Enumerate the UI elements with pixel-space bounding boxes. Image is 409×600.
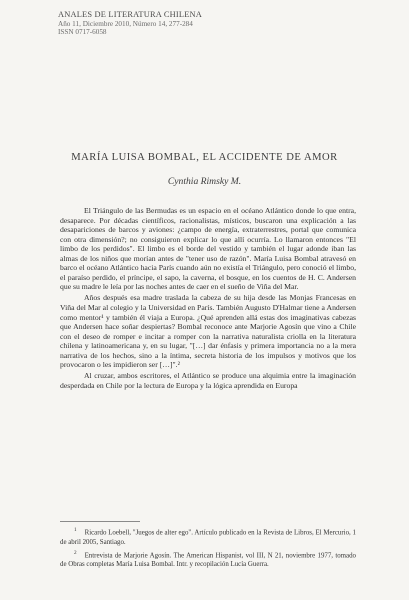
body-paragraph-1: El Triángulo de las Bermudas es un espacio en el océano Atlántico donde lo que entra, desaparece. Por décadas científicos, racionalistas, místicos, buscaron una explicación a las desapariciones de barcos y aviones: ¿campo de energía, extraterrestres, portal que comunica con otra dimensión?; no consiguieron explicar lo que allí ocurría. Lo llamaron entonces "El limbo de los perdidos". El limbo es el borde del vestido y también el lugar adonde iban las almas de los niños que morían antes de "tener uso de razón". María Luisa Bombal atravesó en barco el océano Atlántico hacia París cuando aún no existía el Triángulo, pero conoció el limbo, el paraíso perdido, el príncipe, el sapo, la caverna, el bosque, en los cuentos de H. C. Andersen que su madre le leía por las noches antes de caer en el sueño de Viña del Mar. xyxy=(60,206,356,292)
footnote-divider xyxy=(60,521,140,522)
footnote-1 xyxy=(60,526,356,547)
footnote-text: Entrevista de Marjorie Agosín. The American Hispanist, vol III, N 21, noviembre 1977, tomado de Obras completas María Luisa Bombal. Intr. y recopilación Lucía Guerra. xyxy=(60,552,356,569)
journal-title: ANALES DE LITERATURA CHILENA xyxy=(58,10,203,19)
footnote-2 xyxy=(60,549,356,570)
body-paragraph-3: Al cruzar, ambos escritores, el Atlántico se produce una alquimia entre la imaginación desperdada en Chile por la lectura de Europa y la lógica aprendida en Europa xyxy=(60,371,356,390)
journal-issn: ISSN 0717-6058 xyxy=(58,28,107,37)
footnote-number: 2 xyxy=(74,549,77,556)
journal-issue-line: Año 11, Diciembre 2010, Número 14, 277-284 xyxy=(58,19,193,28)
footnote-text: Ricardo Loebell, "Juegos de alter ego". Artículo publicado en la Revista de Libros, El Mercurio, 1 de abril 2005, Santiago. xyxy=(60,529,356,546)
body-paragraph-2: Años después esa madre traslada la cabeza de su hija desde las Monjas Francesas en Viña del Mar al colegio y la Universidad en París. También Augusto D'Halmar tiene a Andersen como mentor¹ y también él viaja a Europa. ¿Qué aprenden allá estas dos imaginativas cabezas que Andersen hace soñar despiertas? Bombal reconoce ante Marjorie Agosín que vino a Chile con el deseo de romper e incitar a romper con la narrativa naturalista criolla en la literatura chilena y latinoamericana y, en su lugar, "[…] dar énfasis y primera importancia no a la mera narrativa de los hechos, sino a la íntima, secreta historia de los impulsos y motivos que los provocaron o les impidieron ser […]".² xyxy=(60,293,356,370)
footnotes xyxy=(60,526,356,572)
article-author: Cynthia Rimsky M. xyxy=(167,176,242,187)
article-body xyxy=(60,206,356,390)
footnote-number: 1 xyxy=(74,527,77,533)
article-title: MARÍA LUISA BOMBAL, EL ACCIDENTE DE AMOR xyxy=(71,152,338,163)
journal-header xyxy=(58,11,258,37)
